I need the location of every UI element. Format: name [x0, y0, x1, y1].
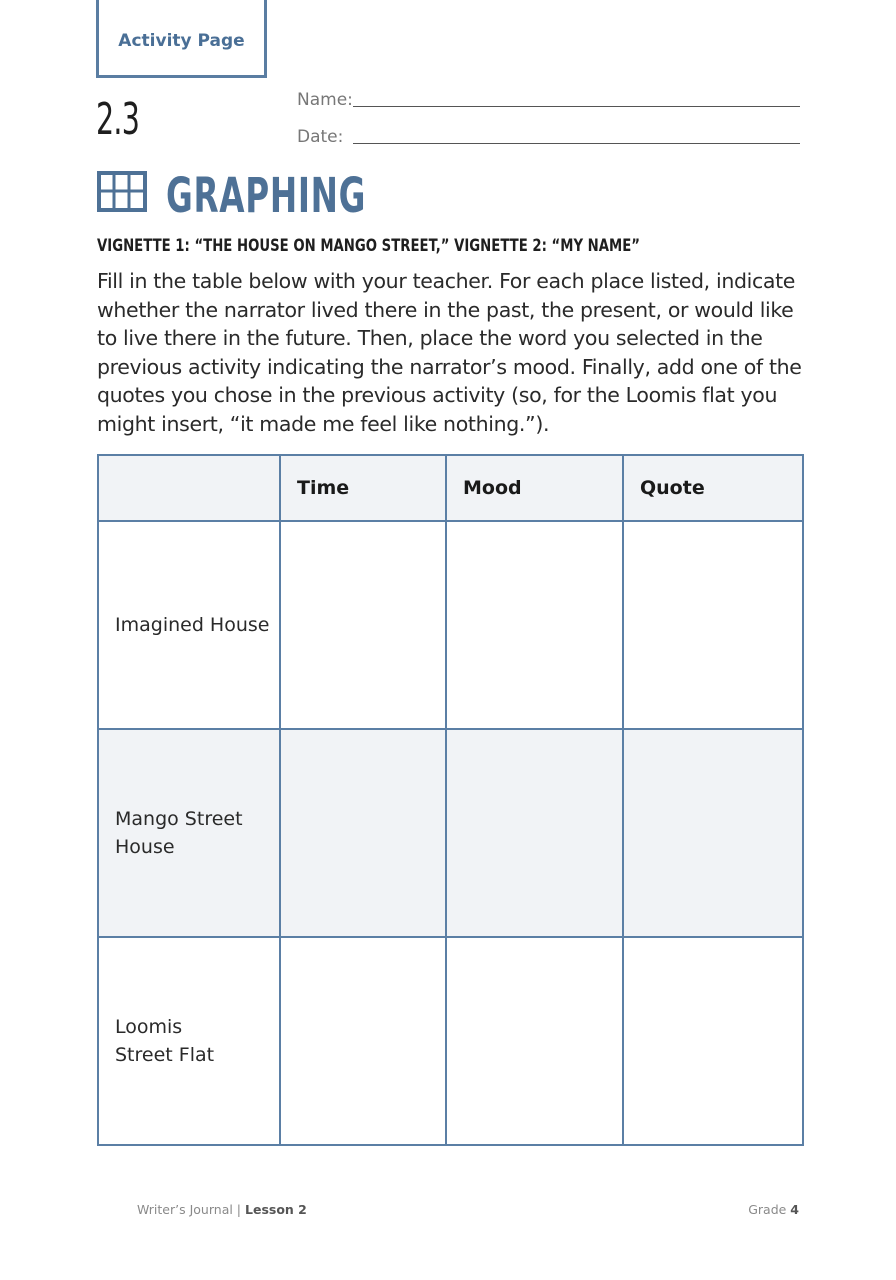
table-row: [98, 521, 803, 729]
section-subtitle: VIGNETTE 1: “THE HOUSE ON MANGO STREET,” VIGNETTE 2: “MY NAME”: [97, 236, 641, 256]
cell-time[interactable]: [280, 521, 446, 729]
section-title: GRAPHING: [166, 168, 367, 224]
table-row: [98, 937, 803, 1145]
cell-quote[interactable]: [623, 937, 803, 1145]
cell-time[interactable]: [280, 937, 446, 1145]
column-header-blank: [98, 455, 280, 521]
cell-time[interactable]: [280, 729, 446, 937]
row-label-imagined-house: Imagined House: [98, 521, 280, 729]
date-label: Date:: [297, 127, 344, 147]
activity-number: 2.3: [96, 94, 140, 145]
cell-quote[interactable]: [623, 521, 803, 729]
name-label: Name:: [297, 90, 353, 110]
column-header-mood: Mood: [446, 455, 623, 521]
cell-quote[interactable]: [623, 729, 803, 937]
footer-journal-label: Writer’s Journal |: [137, 1202, 245, 1217]
date-line[interactable]: [353, 143, 800, 144]
activity-page-tab: [96, 0, 267, 78]
instructions: Fill in the table below with your teacher. For each place listed, indicate whether the narrator lived there in the past, the present, or would like to live there in the future. Then, place the word you selected in the previous activity indicating the narrator’s mood. Finally, add one of the quotes you chose in the previous activity (so, for the Loomis flat you might insert, “it made me feel like nothing.”).: [97, 269, 802, 436]
name-line[interactable]: [353, 106, 800, 107]
grid-icon: [96, 170, 148, 214]
date-field[interactable]: [297, 127, 343, 147]
row-label-loomis-street-flat: Loomis Street Flat: [98, 937, 280, 1145]
cell-mood[interactable]: [446, 937, 623, 1145]
graphing-table: [97, 454, 804, 1146]
footer-lesson: Lesson 2: [245, 1202, 307, 1217]
cell-mood[interactable]: [446, 729, 623, 937]
footer-grade-value: 4: [790, 1202, 799, 1217]
table-header-row: [98, 455, 803, 521]
table-row: [98, 729, 803, 937]
footer-grade: [748, 1202, 799, 1217]
name-field[interactable]: [297, 90, 353, 110]
cell-mood[interactable]: [446, 521, 623, 729]
activity-page-label: Activity Page: [118, 30, 245, 51]
column-header-quote: Quote: [623, 455, 803, 521]
footer-grade-label: Grade: [748, 1202, 791, 1217]
column-header-time: Time: [280, 455, 446, 521]
footer-journal: [137, 1202, 307, 1217]
row-label-mango-street-house: Mango Street House: [98, 729, 280, 937]
